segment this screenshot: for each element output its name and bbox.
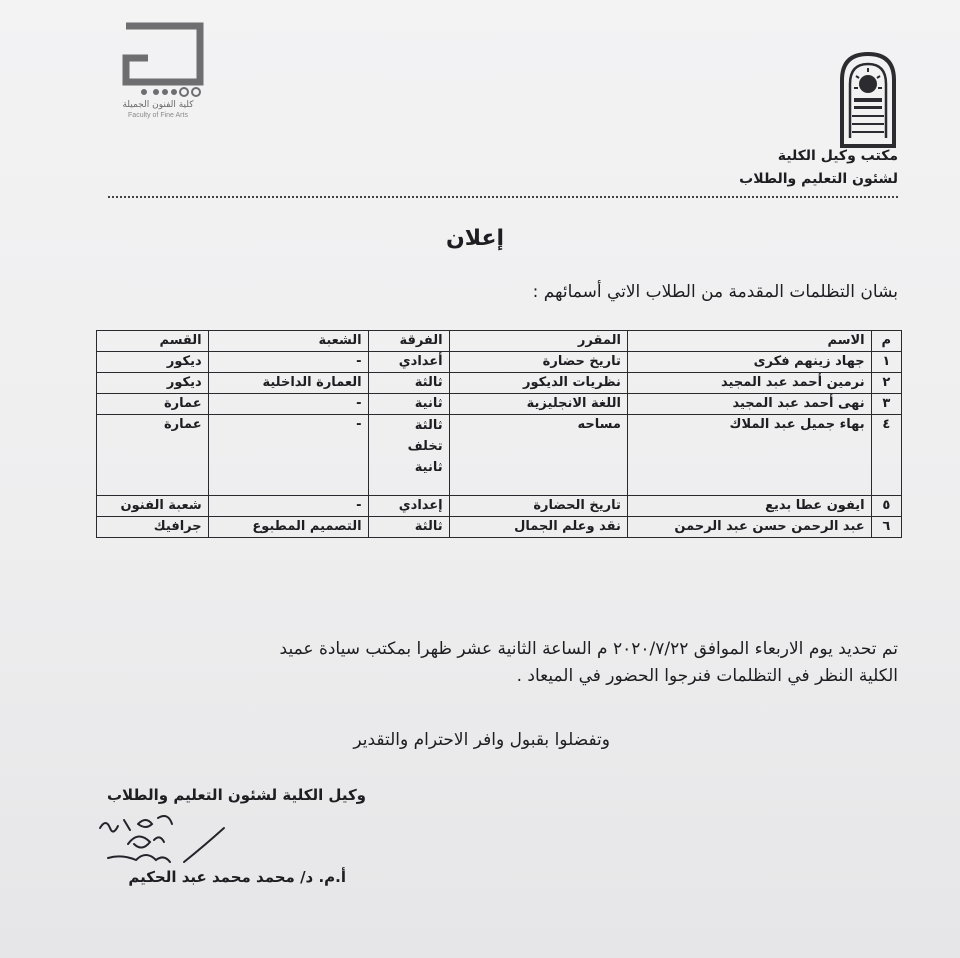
cell-year: إعدادي: [368, 496, 449, 517]
cell-branch: التصميم المطبوع: [208, 517, 368, 538]
table-row: [97, 394, 902, 415]
cell-year: أعدادي: [368, 352, 449, 373]
office-header: [739, 145, 898, 191]
cell-branch: -: [208, 394, 368, 415]
cell-course: اللغة الانجليزية: [449, 394, 627, 415]
signatory-title: وكيل الكلية لشئون التعليم والطلاب: [106, 786, 366, 804]
cell-m: ٦: [871, 517, 901, 538]
header-divider: [108, 196, 898, 198]
body-line-1: تم تحديد يوم الاربعاء الموافق ٢٠٢٠/٧/٢٢ م الساعة الثانية عشر ظهرا بمكتب سيادة عميد: [279, 639, 898, 659]
cell-dept: ديكور: [97, 373, 209, 394]
header-year: الفرقة: [368, 331, 449, 352]
university-seal: [838, 50, 898, 148]
table-row: [97, 373, 902, 394]
body-paragraph: [98, 636, 898, 690]
faculty-logo-arabic: كلية الفنون الجميلة: [122, 100, 194, 110]
year-line: تخلف: [407, 439, 443, 454]
faculty-logo-english: Faculty of Fine Arts: [128, 112, 188, 119]
announcement-title: إعلان: [445, 226, 505, 251]
header-course: المقرر: [449, 331, 627, 352]
body-line-2: الكلية النظر في التظلمات فنرجوا الحضور في الميعاد .: [516, 666, 898, 686]
cell-dept: جرافيك: [97, 517, 209, 538]
header-dept: القسم: [97, 331, 209, 352]
cell-name: جهاد زينهم فكرى: [627, 352, 871, 373]
cell-name: ايفون عطا بديع: [627, 496, 871, 517]
cell-m: ٣: [871, 394, 901, 415]
cell-branch: -: [208, 496, 368, 517]
cell-course: تاريخ حضارة: [449, 352, 627, 373]
cell-name: عبد الرحمن حسن عبد الرحمن: [627, 517, 871, 538]
cell-name: بهاء جميل عبد الملاك: [627, 415, 871, 496]
office-line-2: لشئون التعليم والطلاب: [739, 171, 898, 187]
cell-dept: عمارة: [97, 394, 209, 415]
students-table: [96, 330, 902, 538]
office-line-1: مكتب وكيل الكلية: [777, 148, 898, 164]
intro-line: بشان التظلمات المقدمة من الطلاب الاتي أسمائهم :: [532, 282, 898, 302]
closing-line: وتفضلوا بقبول وافر الاحترام والتقدير: [353, 730, 610, 750]
cell-name: نهى أحمد عبد المجيد: [627, 394, 871, 415]
cell-year: [368, 415, 449, 496]
year-line: ثالثة: [414, 418, 443, 433]
year-line: ثانية: [414, 460, 443, 475]
cell-year: ثالثة: [368, 373, 449, 394]
cell-dept: عمارة: [97, 415, 209, 496]
signatory-name: أ.م. د/ محمد محمد عبد الحكيم: [128, 868, 346, 886]
cell-branch: -: [208, 415, 368, 496]
header-branch: الشعبة: [208, 331, 368, 352]
header-name: الاسم: [627, 331, 871, 352]
cell-name: نرمين أحمد عبد المجيد: [627, 373, 871, 394]
cell-m: ٤: [871, 415, 901, 496]
cell-course: نظريات الديكور: [449, 373, 627, 394]
cell-branch: العمارة الداخلية: [208, 373, 368, 394]
cell-year: ثالثة: [368, 517, 449, 538]
table-row: [97, 517, 902, 538]
table-row: [97, 352, 902, 373]
cell-m: ٢: [871, 373, 901, 394]
header-m: م: [871, 331, 901, 352]
cell-course: نقد وعلم الجمال: [449, 517, 627, 538]
table-row: [97, 415, 902, 496]
table-row: [97, 496, 902, 517]
cell-year: ثانية: [368, 394, 449, 415]
cell-m: ١: [871, 352, 901, 373]
handwritten-signature: [88, 800, 278, 870]
cell-branch: -: [208, 352, 368, 373]
table-header-row: [97, 331, 902, 352]
cell-course: تاريخ الحضارة: [449, 496, 627, 517]
cell-m: ٥: [871, 496, 901, 517]
cell-dept: شعبة الفنون: [97, 496, 209, 517]
cell-dept: ديكور: [97, 352, 209, 373]
cell-course: مساحه: [449, 415, 627, 496]
